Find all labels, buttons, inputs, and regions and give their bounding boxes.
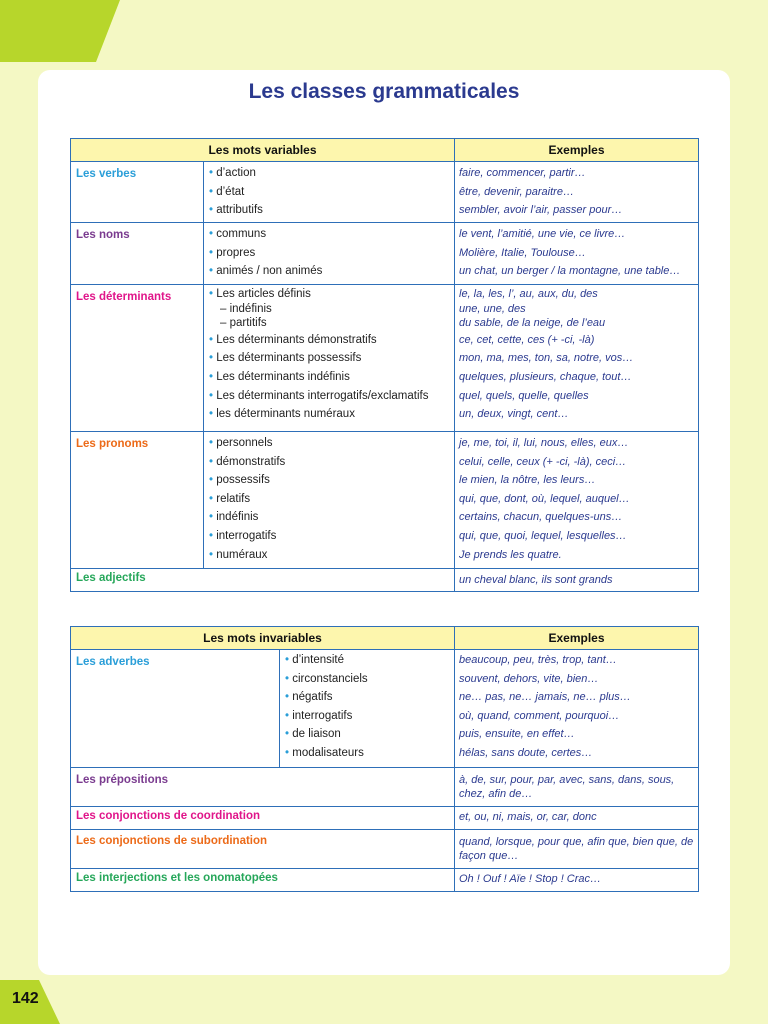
example-text: le mien, la nôtre, les leurs…	[459, 474, 596, 487]
list-item: • les déterminants numéraux	[204, 405, 454, 424]
table-row	[71, 285, 699, 432]
corner-decoration-top	[0, 0, 120, 62]
example-text: le vent, l’amitié, une vie, ce livre…	[459, 228, 626, 240]
category-subordination: Les conjonctions de subordination	[71, 830, 455, 869]
list-item: – partitifs	[220, 317, 267, 330]
example-text: Je prends les quatre.	[459, 548, 562, 561]
list-item: • relatifs	[204, 490, 454, 509]
list-item: • de liaison	[280, 725, 454, 744]
list-item: • indéfinis	[204, 508, 454, 527]
table-row	[71, 807, 699, 830]
example-text: certains, chacun, quelques-uns…	[459, 511, 623, 524]
table-header-variables: Les mots variables	[71, 139, 455, 162]
list-item: • Les déterminants interrogatifs/exclamatifs	[204, 387, 454, 406]
table-row	[71, 768, 699, 807]
category-prepositions: Les prépositions	[71, 768, 455, 807]
list-item: • modalisateurs	[280, 744, 454, 763]
category-adverbes: Les adverbes	[71, 650, 280, 768]
category-verbes: Les verbes	[71, 162, 204, 223]
list-item: • interrogatifs	[204, 527, 454, 546]
example-text: et, ou, ni, mais, or, car, donc	[455, 807, 699, 830]
table-header-examples: Exemples	[455, 139, 699, 162]
example-text: celui, celle, ceux (+ -ci, -là), ceci…	[459, 455, 627, 468]
table-header-examples: Exemples	[455, 627, 699, 650]
example-text: Oh ! Ouf ! Aïe ! Stop ! Crac…	[455, 869, 699, 892]
table-row	[71, 432, 699, 569]
example-text: puis, ensuite, en effet…	[459, 728, 575, 741]
list-item: • attributifs	[204, 201, 454, 220]
example-text: du sable, de la neige, de l’eau	[459, 317, 606, 330]
example-text: hélas, sans doute, certes…	[459, 746, 593, 759]
example-text: je, me, toi, il, lui, nous, elles, eux…	[459, 437, 629, 449]
list-item: • Les déterminants indéfinis	[204, 368, 454, 387]
example-text: quelques, plusieurs, chaque, tout…	[459, 370, 632, 383]
example-text: qui, que, dont, où, lequel, auquel…	[459, 492, 630, 505]
table-row	[71, 650, 699, 768]
example-text: mon, ma, mes, ton, sa, notre, vos…	[459, 352, 634, 365]
example-text: Molière, Italie, Toulouse…	[459, 246, 586, 259]
example-text: une, une, des	[459, 302, 526, 315]
example-text: quand, lorsque, pour que, afin que, bien que, de façon que…	[455, 830, 699, 869]
example-text: souvent, dehors, vite, bien…	[459, 672, 599, 685]
list-item: • Les articles définis	[204, 287, 454, 302]
list-item: • numéraux	[204, 546, 454, 565]
category-pronoms: Les pronoms	[71, 432, 204, 569]
example-text: à, de, sur, pour, par, avec, sans, dans, sous, chez, afin de…	[455, 768, 699, 807]
table-header-invariables: Les mots invariables	[71, 627, 455, 650]
example-text: un cheval blanc, ils sont grands	[459, 574, 613, 586]
category-coordination: Les conjonctions de coordination	[71, 807, 455, 830]
example-text: un, deux, vingt, cent…	[459, 408, 569, 421]
category-determinants: Les déterminants	[71, 285, 204, 432]
page-number: 142	[12, 990, 39, 1007]
list-item: • communs	[204, 225, 454, 244]
table-row	[71, 223, 699, 285]
example-text: qui, que, quoi, lequel, lesquelles…	[459, 529, 627, 542]
list-item: • négatifs	[280, 688, 454, 707]
example-text: ce, cet, cette, ces (+ -ci, -là)	[459, 333, 595, 346]
page-title: Les classes grammaticales	[248, 80, 520, 103]
table-row	[71, 569, 699, 592]
list-item: • Les déterminants possessifs	[204, 349, 454, 368]
example-text: où, quand, comment, pourquoi…	[459, 709, 620, 722]
list-item: • circonstanciels	[280, 670, 454, 689]
table-row	[71, 162, 699, 223]
category-noms: Les noms	[71, 223, 204, 285]
example-text: un chat, un berger / la montagne, une table…	[459, 265, 681, 278]
example-text: beaucoup, peu, très, trop, tant…	[459, 654, 617, 666]
category-interjections: Les interjections et les onomatopées	[71, 869, 455, 892]
list-item: • propres	[204, 244, 454, 263]
example-text: quel, quels, quelle, quelles	[459, 389, 589, 402]
list-item: • d’état	[204, 183, 454, 202]
list-item: • Les déterminants démonstratifs	[204, 331, 454, 350]
list-item: • d’action	[204, 164, 454, 183]
category-adjectifs: Les adjectifs	[71, 569, 455, 592]
list-item: – indéfinis	[220, 302, 272, 315]
example-text: le, la, les, l’, au, aux, du, des	[459, 288, 598, 300]
content-card	[38, 70, 730, 975]
example-text: être, devenir, paraitre…	[459, 185, 574, 198]
variable-words-table	[70, 138, 699, 592]
list-item: • animés / non animés	[204, 262, 454, 281]
list-item: • personnels	[204, 434, 454, 453]
list-item: • interrogatifs	[280, 707, 454, 726]
list-item: • démonstratifs	[204, 453, 454, 472]
example-text: sembler, avoir l’air, passer pour…	[459, 204, 623, 217]
example-text: faire, commencer, partir…	[459, 167, 586, 179]
list-item: • possessifs	[204, 471, 454, 490]
invariable-words-table	[70, 626, 699, 892]
list-item: • d’intensité	[280, 651, 454, 670]
table-row	[71, 830, 699, 869]
table-row	[71, 869, 699, 892]
example-text: ne… pas, ne… jamais, ne… plus…	[459, 691, 631, 704]
